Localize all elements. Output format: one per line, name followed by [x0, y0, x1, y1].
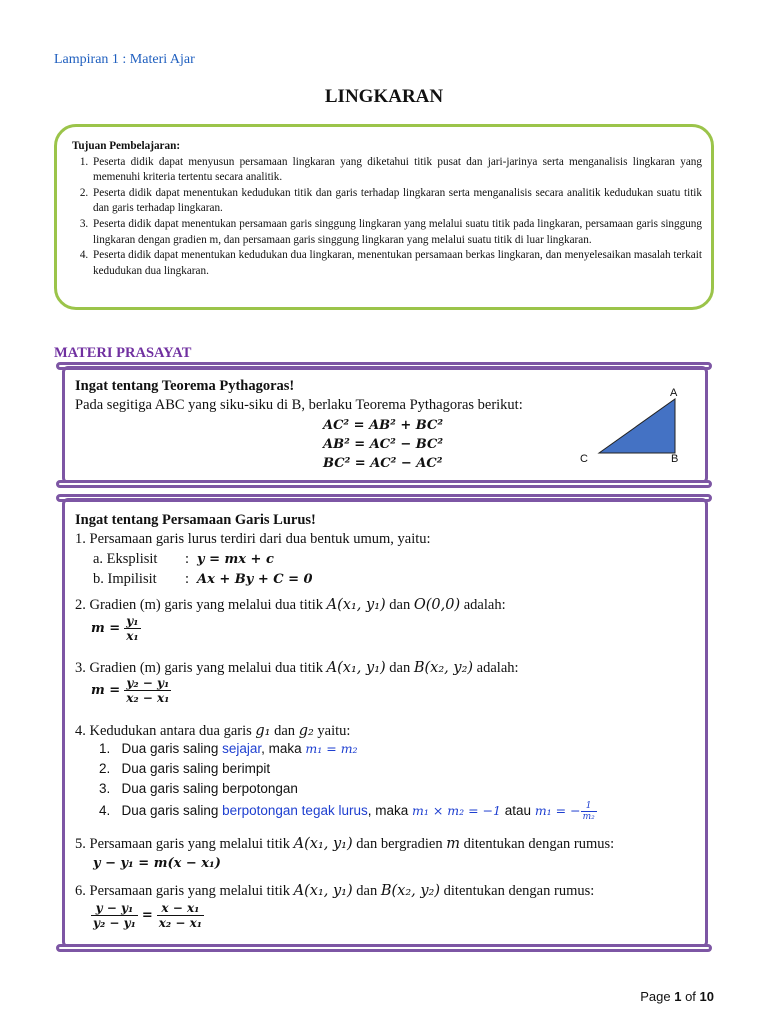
p6-equals: =	[141, 908, 153, 924]
sub-number: 2.	[99, 761, 111, 776]
p3-den: x₂ − x₁	[126, 691, 170, 705]
sub4-text-b: , maka	[367, 803, 409, 819]
triangle-shape	[599, 399, 675, 453]
p3-dan: dan	[389, 660, 411, 676]
tujuan-list	[72, 155, 702, 280]
right-triangle-diagram	[585, 387, 695, 467]
sub1-text: Dua garis saling	[121, 741, 219, 756]
page-title: LINGKARAN	[324, 86, 444, 107]
triangle-label-b: B	[671, 453, 679, 465]
sub-number: 1.	[99, 741, 111, 756]
sub4-den: m₂	[582, 812, 595, 822]
sub2-text: Dua garis saling berimpit	[121, 761, 271, 776]
p2-point-o: O(0,0)	[413, 597, 461, 613]
p6-text: 6. Persamaan garis yang melalui titik	[75, 883, 291, 899]
p6-dan: dan	[356, 883, 378, 899]
p5-text: 5. Persamaan garis yang melalui titik	[75, 836, 291, 852]
colon: :	[185, 551, 190, 567]
sub3-text: Dua garis saling berpotongan	[121, 781, 298, 796]
scroll-bottom-bar	[56, 480, 712, 488]
of-word: of	[685, 989, 696, 1004]
sub4-formula-2: m₁ = −	[534, 803, 581, 819]
p6-formula	[91, 901, 204, 930]
page-current: 1	[674, 989, 682, 1004]
triangle-label-a: A	[670, 387, 678, 399]
sub1-highlight: sejajar	[222, 741, 262, 756]
p6-den-right: x₂ − x₁	[158, 916, 203, 930]
p5-m: m	[446, 836, 460, 852]
lampiran-label: Lampiran 1 : Materi Ajar	[54, 52, 195, 67]
sub4-atau: atau	[504, 803, 532, 819]
tujuan-item: 4. Peserta didik dapat menentukan kedudukan dua lingkaran, menentukan persamaan berkas lingkaran, dan menyelesaikan masalah terkait kedudukan dua lingkaran.	[91, 248, 702, 279]
garis-point-6	[75, 882, 594, 901]
sub1-text-b: , maka	[261, 741, 302, 756]
kedudukan-item	[99, 741, 358, 756]
p2-formula	[91, 614, 141, 643]
page-word: Page	[640, 989, 671, 1004]
page-number	[640, 989, 714, 1004]
p6-end: ditentukan dengan rumus:	[443, 883, 595, 899]
p4-g2: g₂	[298, 723, 314, 739]
p5-point: A(x₁, y₁)	[293, 836, 353, 852]
eksplisit-formula: y = mx + c	[197, 552, 274, 567]
tujuan-box	[54, 124, 714, 310]
pythagoras-formula-2: AB² = AC² − BC²	[323, 437, 444, 452]
p3-formula	[91, 676, 171, 705]
p4-g1: g₁	[255, 723, 271, 739]
p6-den-left: y₂ − y₁	[93, 916, 136, 930]
p3-point-a: A(x₁, y₁)	[326, 660, 386, 676]
p4-end: yaitu:	[317, 723, 351, 739]
kedudukan-item	[99, 801, 597, 822]
sub4-text: Dua garis saling	[121, 803, 219, 819]
p5-text-c: ditentukan dengan rumus:	[463, 836, 615, 852]
p3-num: y₂ − y₁	[124, 676, 171, 691]
garis-heading: Ingat tentang Persamaan Garis Lurus!	[75, 512, 316, 528]
implisit-formula: Ax + By + C = 0	[197, 572, 313, 587]
sub4-formula: m₁ × m₂ = −1	[412, 803, 501, 819]
p2-text: 2. Gradien (m) garis yang melalui dua titik	[75, 597, 324, 613]
p5-formula: y − y₁ = m(x − x₁)	[93, 856, 221, 871]
p6-num-left: y − y₁	[91, 901, 138, 916]
pythagoras-heading: Ingat tentang Teorema Pythagoras!	[75, 378, 295, 394]
sub4-fraction	[581, 801, 597, 822]
p6-fraction-right	[157, 901, 204, 930]
materi-prasyat-heading: MATERI PRASAYAT	[54, 345, 192, 361]
colon: :	[185, 571, 190, 587]
p2-num: y₁	[124, 614, 140, 629]
triangle-label-c: C	[580, 453, 588, 465]
implisit-label: b. Impilisit	[93, 571, 157, 587]
p3-lhs: m =	[91, 683, 121, 699]
p3-text: 3. Gradien (m) garis yang melalui dua titik	[75, 660, 324, 676]
p4-text: 4. Kedudukan antara dua garis	[75, 723, 252, 739]
tujuan-heading: Tujuan Pembelajaran:	[72, 140, 181, 152]
garis-point-2	[75, 596, 506, 615]
p6-point-a: A(x₁, y₁)	[293, 883, 353, 899]
p6-fraction-left	[91, 901, 138, 930]
p6-num-right: x − x₁	[157, 901, 204, 916]
sub4-num: 1	[581, 801, 597, 812]
p2-lhs: m =	[91, 621, 121, 637]
p4-dan: dan	[274, 723, 296, 739]
p2-end: adalah:	[463, 597, 506, 613]
tujuan-item: 1. Peserta didik dapat menyusun persamaan lingkaran yang diketahui titik pusat dan jari-jarinya serta menganalisis lingkaran yang memenuhi kriteria tertentu secara analitik.	[91, 155, 702, 186]
sub-number: 4.	[99, 803, 111, 819]
p2-point-a: A(x₁, y₁)	[326, 597, 386, 613]
p2-den: x₁	[126, 629, 139, 643]
garis-lurus-box	[62, 498, 708, 948]
sub-number: 3.	[99, 781, 111, 796]
p3-point-b: B(x₂, y₂)	[413, 660, 474, 676]
pythagoras-formula-1: AC² = AB² + BC²	[323, 418, 444, 433]
scroll-bottom-bar	[56, 944, 712, 952]
p6-point-b: B(x₂, y₂)	[380, 883, 441, 899]
p3-fraction	[124, 676, 171, 705]
page-total: 10	[699, 989, 714, 1004]
sub4-highlight: berpotongan tegak lurus	[222, 803, 368, 819]
kedudukan-item	[99, 761, 270, 776]
pythagoras-formula-3: BC² = AC² − AC²	[323, 456, 443, 471]
tujuan-item: 2. Peserta didik dapat menentukan kedudukan titik dan garis terhadap lingkaran serta menganalisis secara analitik kedudukan suatu titik dan garis terhadap lingkaran.	[91, 186, 702, 217]
garis-point-1: 1. Persamaan garis lurus terdiri dari dua bentuk umum, yaitu:	[75, 531, 431, 547]
p5-text-b: dan bergradien	[356, 836, 443, 852]
p3-end: adalah:	[476, 660, 519, 676]
kedudukan-item	[99, 781, 298, 796]
p2-dan: dan	[389, 597, 411, 613]
pythagoras-intro: Pada segitiga ABC yang siku-siku di B, berlaku Teorema Pythagoras berikut:	[75, 397, 523, 413]
pythagoras-box	[62, 366, 708, 484]
garis-point-4	[75, 722, 350, 741]
garis-point-5	[75, 835, 614, 854]
p2-fraction	[124, 614, 140, 643]
eksplisit-label: a. Eksplisit	[93, 551, 158, 567]
tujuan-item: 3. Peserta didik dapat menentukan persamaan garis singgung lingkaran yang melalui suatu titik pada lingkaran, persamaan garis singgung lingkaran dengan gradien m, dan persamaan garis singgung lingkaran yang melalui suatu titik di luar lingkaran.	[91, 217, 702, 248]
sub1-formula: m₁ = m₂	[305, 741, 358, 756]
